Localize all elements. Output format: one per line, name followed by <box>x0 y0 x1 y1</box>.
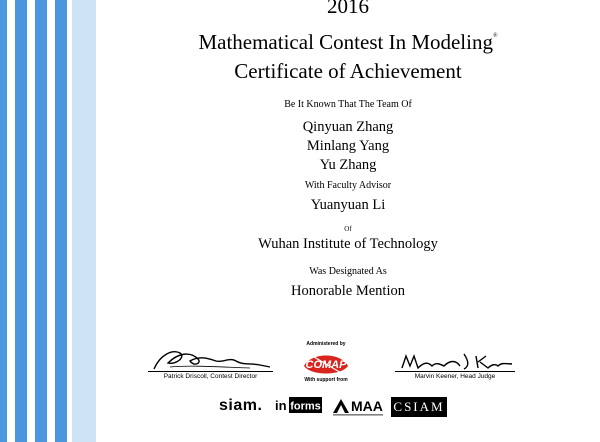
director-caption: Patrick Driscoll, Contest Director <box>163 373 258 380</box>
stripe <box>27 0 35 442</box>
of-label: Of <box>344 225 352 233</box>
stripe <box>35 0 47 442</box>
stripe <box>55 0 67 442</box>
advisor-intro: With Faculty Advisor <box>304 180 392 191</box>
signature-line <box>395 371 515 372</box>
registered-mark: ® <box>492 33 498 39</box>
stripe <box>0 0 7 442</box>
maa-text: MAA <box>351 398 383 414</box>
team-member: Minlang Yang <box>306 138 390 154</box>
contest-name-text: Mathematical Contest In Modeling <box>198 30 493 54</box>
stripe <box>72 0 96 442</box>
signature-line <box>148 371 273 372</box>
informs-prefix: in <box>275 398 287 413</box>
maa-logo <box>331 395 385 417</box>
designation: Honorable Mention <box>291 283 405 299</box>
comap-block <box>297 341 355 385</box>
director-signature <box>150 345 275 373</box>
judge-signature <box>398 350 516 372</box>
stripe <box>7 0 15 442</box>
siam-logo: siam. <box>219 397 263 414</box>
stripe <box>47 0 55 442</box>
stripe <box>15 0 27 442</box>
team-member: Yu Zhang <box>319 157 377 173</box>
comap-logo-icon <box>301 348 351 376</box>
comap-administered-by: Administered by <box>306 341 346 347</box>
year: 2016 <box>327 0 369 18</box>
comap-logo-text: COMAP <box>305 359 347 371</box>
comap-support: With support from <box>304 377 348 383</box>
contest-name <box>96 30 600 55</box>
judge-caption: Marvin Keener, Head Judge <box>414 373 496 380</box>
certificate-heading: Certificate of Achievement <box>234 59 462 83</box>
informs-suffix: forms <box>290 400 321 413</box>
decorative-stripes <box>0 0 96 442</box>
csiam-logo: CSIAM <box>391 397 447 417</box>
team-intro: Be It Known That The Team Of <box>284 99 412 110</box>
institution-name: Wuhan Institute of Technology <box>258 236 438 252</box>
advisor-name: Yuanyuan Li <box>310 197 386 213</box>
designation-intro: Was Designated As <box>309 266 387 277</box>
team-member: Qinyuan Zhang <box>302 119 394 135</box>
informs-logo <box>275 395 323 415</box>
